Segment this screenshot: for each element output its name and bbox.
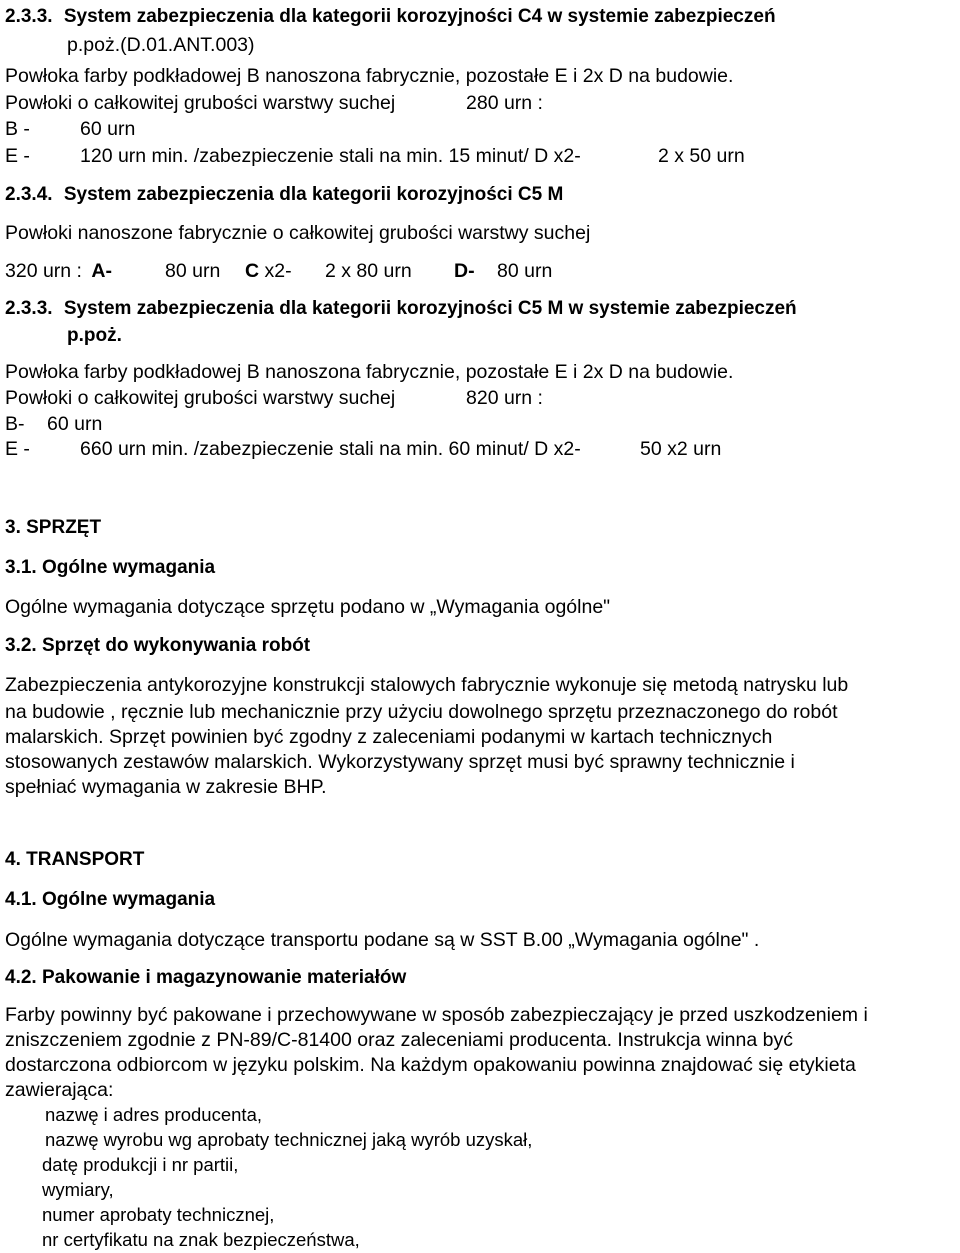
paragraph-line: na budowie , ręcznie lub mechanicznie przy użyciu dowolnego sprzętu przeznaczonego do robót — [5, 701, 838, 723]
thickness-label: Powłoki o całkowitej grubości warstwy suchej — [5, 387, 396, 409]
coating-row-b — [5, 117, 136, 141]
section-2-3-4-heading — [5, 183, 563, 207]
coating-a-value: 80 urn — [165, 260, 221, 282]
coating-c-multiplier: x2- — [264, 260, 292, 282]
coating-code-c: C — [245, 260, 260, 282]
paragraph-line: spełniać wymagania w zakresie BHP. — [5, 776, 327, 798]
coating-spec-row — [5, 259, 553, 283]
paragraph-line: Powłoka farby podkładowej B nanoszona fabrycznie, pozostałe E i 2x D na budowie. — [5, 65, 734, 87]
list-item: wymiary, — [42, 1179, 114, 1200]
paragraph-line: stosowanych zestawów malarskich. Wykorzystywany sprzęt musi być sprawny technicznie i — [5, 751, 795, 773]
paragraph-line: Zabezpieczenia antykorozyjne konstrukcji stalowych fabrycznie wykonuje się metodą natrysku lub — [5, 674, 849, 696]
paragraph-line: Ogólne wymagania dotyczące sprzętu podano w „Wymagania ogólne" — [5, 596, 611, 618]
list-item: nr certyfikatu na znak bezpieczeństwa, — [42, 1229, 360, 1250]
coating-row-b — [5, 412, 103, 436]
coating-value: 660 urn min. /zabezpieczenie stali na min. 60 minut/ D x2- — [80, 438, 581, 460]
paragraph-line — [5, 91, 543, 115]
coating-row-e — [5, 144, 745, 168]
coating-code-d: D- — [454, 260, 475, 282]
coating-row-e — [5, 437, 722, 461]
paragraph-line: malarskich. Sprzęt powinien być zgodny z zaleceniami podanymi w kartach technicznych — [5, 726, 773, 748]
thickness-label: Powłoki o całkowitej grubości warstwy suchej — [5, 92, 396, 114]
coating-code: E - — [5, 145, 30, 167]
section-2-3-3-heading — [5, 5, 776, 29]
section-4-2-heading: 4.2. Pakowanie i magazynowanie materiałów — [5, 967, 407, 988]
thickness-value: 820 urn : — [466, 387, 543, 409]
paragraph-line: Powłoka farby podkładowej B nanoszona fabrycznie, pozostałe E i 2x D na budowie. — [5, 361, 734, 383]
section-title-continued: p.poż.(D.01.ANT.003) — [67, 34, 255, 56]
section-4-1-heading: 4.1. Ogólne wymagania — [5, 889, 216, 910]
paragraph-line: Farby powinny być pakowane i przechowywane w sposób zabezpieczający je przed uszkodzeniem i — [5, 1004, 868, 1026]
paragraph-line: zniszczeniem zgodnie z PN-89/C-81400 oraz zaleceniami producenta. Instrukcja winna być — [5, 1029, 793, 1051]
list-item: datę produkcji i nr partii, — [42, 1154, 239, 1175]
paragraph-line: Ogólne wymagania dotyczące transportu podane są w SST B.00 „Wymagania ogólne" . — [5, 929, 760, 951]
paragraph-line: dostarczona odbiorcom w języku polskim. Na każdym opakowaniu powinna znajdować się etykieta — [5, 1054, 856, 1076]
section-3-2-heading: 3.2. Sprzęt do wykonywania robót — [5, 635, 311, 656]
section-title: System zabezpieczenia dla kategorii korozyjności C4 w systemie zabezpieczeń — [63, 6, 776, 27]
coating-code: B - — [5, 118, 30, 140]
list-item: nazwę wyrobu wg aprobaty technicznej jaką wyrób uzyskał, — [45, 1129, 533, 1150]
coating-d-value: 50 x2 urn — [640, 438, 722, 460]
thickness-value: 320 urn : — [5, 260, 82, 282]
paragraph-line: zawierająca: — [5, 1079, 114, 1101]
section-2-3-3b-heading — [5, 297, 797, 321]
coating-code: E - — [5, 438, 30, 460]
paragraph-line: Powłoki nanoszone fabrycznie o całkowitej grubości warstwy suchej — [5, 222, 591, 244]
thickness-value: 280 urn : — [466, 92, 543, 114]
coating-c-value: 2 x 80 urn — [325, 260, 412, 282]
section-title-continued: p.poż. — [67, 325, 122, 346]
chapter-4-heading: 4. TRANSPORT — [5, 849, 145, 870]
coating-code: B- — [5, 413, 25, 435]
coating-d-value: 2 x 50 urn — [658, 145, 745, 167]
list-item: numer aprobaty technicznej, — [42, 1204, 275, 1225]
coating-value: 120 urn min. /zabezpieczenie stali na min. 15 minut/ D x2- — [80, 145, 581, 167]
list-item: nazwę i adres producenta, — [45, 1104, 262, 1125]
section-number: 2.3.3. — [5, 6, 53, 27]
paragraph-line — [5, 386, 543, 410]
section-title: System zabezpieczenia dla kategorii korozyjności C5 M — [63, 184, 564, 205]
coating-value: 60 urn — [47, 413, 103, 435]
coating-code-a: A- — [91, 260, 112, 282]
section-3-1-heading: 3.1. Ogólne wymagania — [5, 557, 216, 578]
section-number: 2.3.3. — [5, 298, 53, 319]
section-number: 2.3.4. — [5, 184, 53, 205]
coating-d-value: 80 urn — [497, 260, 553, 282]
coating-value: 60 urn — [80, 118, 136, 140]
section-title: System zabezpieczenia dla kategorii korozyjności C5 M w systemie zabezpieczeń — [63, 298, 797, 319]
chapter-3-heading: 3. SPRZĘT — [5, 517, 102, 538]
